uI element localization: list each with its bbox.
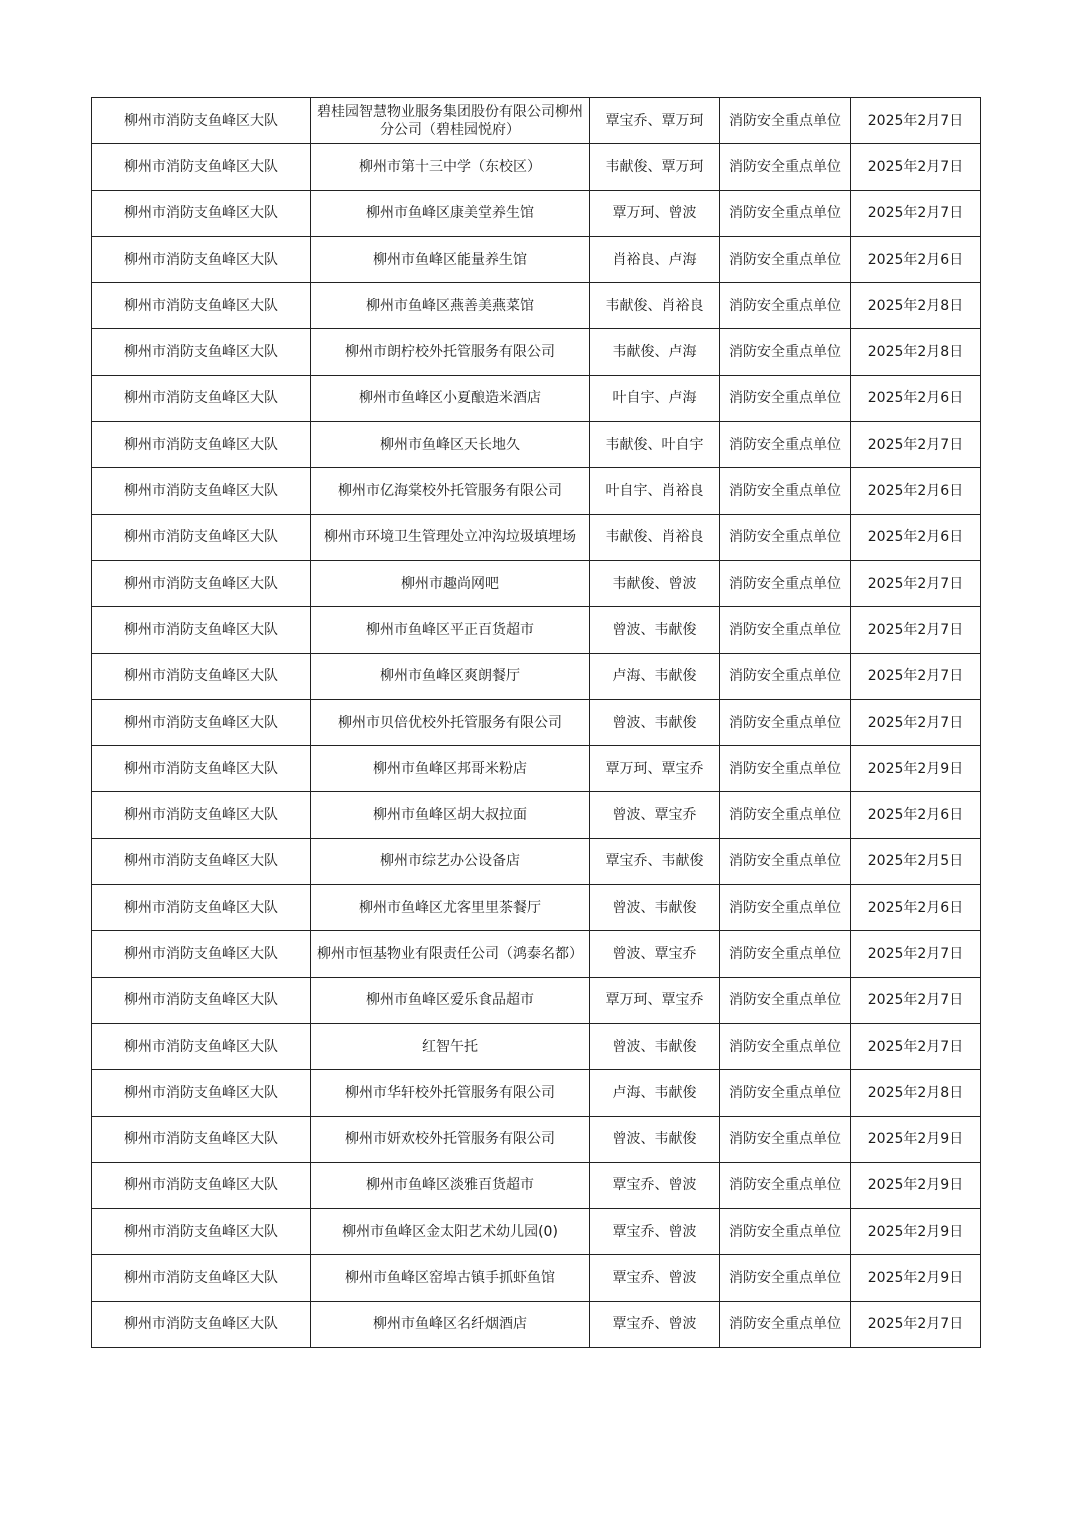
unit-name-cell: 柳州市鱼峰区爱乐食品超市 [311,977,590,1023]
inspectors-cell: 覃宝乔、曾波 [590,1209,720,1255]
unit-type-cell: 消防安全重点单位 [720,1070,851,1116]
inspectors-cell: 曾波、覃宝乔 [590,931,720,977]
table-row [92,422,981,468]
unit-type-cell: 消防安全重点单位 [720,468,851,514]
unit-name-cell: 柳州市朗柠校外托管服务有限公司 [311,329,590,375]
brigade-cell: 柳州市消防支鱼峰区大队 [92,560,311,606]
unit-name-cell: 柳州市趣尚网吧 [311,560,590,606]
table-row [92,560,981,606]
table-row [92,283,981,329]
brigade-cell: 柳州市消防支鱼峰区大队 [92,98,311,144]
brigade-cell: 柳州市消防支鱼峰区大队 [92,607,311,653]
brigade-cell: 柳州市消防支鱼峰区大队 [92,375,311,421]
inspectors-cell: 覃宝乔、韦献俊 [590,838,720,884]
unit-name-cell: 红智午托 [311,1023,590,1069]
unit-name-cell: 柳州市鱼峰区窑埠古镇手抓虾鱼馆 [311,1255,590,1301]
inspectors-cell: 叶自宇、肖裕良 [590,468,720,514]
inspection-date-cell: 2025年2月9日 [851,1209,981,1255]
table-row [92,977,981,1023]
unit-type-cell: 消防安全重点单位 [720,1162,851,1208]
table-row [92,885,981,931]
brigade-cell: 柳州市消防支鱼峰区大队 [92,468,311,514]
table-row [92,98,981,144]
unit-type-cell: 消防安全重点单位 [720,144,851,190]
inspection-date-cell: 2025年2月6日 [851,885,981,931]
inspectors-cell: 肖裕良、卢海 [590,236,720,282]
table-row [92,838,981,884]
inspection-date-cell: 2025年2月8日 [851,1070,981,1116]
unit-type-cell: 消防安全重点单位 [720,977,851,1023]
unit-name-cell: 柳州市鱼峰区胡大叔拉面 [311,792,590,838]
unit-name-cell: 柳州市鱼峰区名纤烟酒店 [311,1301,590,1347]
table-row [92,514,981,560]
inspection-date-cell: 2025年2月7日 [851,977,981,1023]
brigade-cell: 柳州市消防支鱼峰区大队 [92,1023,311,1069]
unit-type-cell: 消防安全重点单位 [720,885,851,931]
unit-name-cell: 柳州市鱼峰区淡雅百货超市 [311,1162,590,1208]
inspectors-cell: 卢海、韦献俊 [590,653,720,699]
unit-type-cell: 消防安全重点单位 [720,653,851,699]
inspectors-cell: 卢海、韦献俊 [590,1070,720,1116]
brigade-cell: 柳州市消防支鱼峰区大队 [92,885,311,931]
inspectors-cell: 覃宝乔、曾波 [590,1255,720,1301]
unit-type-cell: 消防安全重点单位 [720,375,851,421]
unit-name-cell: 柳州市鱼峰区尤客里里茶餐厅 [311,885,590,931]
table-row [92,1116,981,1162]
table-row [92,375,981,421]
inspection-date-cell: 2025年2月8日 [851,283,981,329]
inspectors-cell: 曾波、韦献俊 [590,1116,720,1162]
inspectors-cell: 覃宝乔、覃万珂 [590,98,720,144]
inspectors-cell: 曾波、韦献俊 [590,1023,720,1069]
inspectors-cell: 曾波、韦献俊 [590,885,720,931]
table-row [92,746,981,792]
table-row [92,653,981,699]
inspectors-cell: 覃万珂、曾波 [590,190,720,236]
unit-name-cell: 碧桂园智慧物业服务集团股份有限公司柳州分公司（碧桂园悦府） [311,98,590,144]
unit-name-cell: 柳州市亿海棠校外托管服务有限公司 [311,468,590,514]
inspectors-cell: 韦献俊、叶自宇 [590,422,720,468]
brigade-cell: 柳州市消防支鱼峰区大队 [92,144,311,190]
brigade-cell: 柳州市消防支鱼峰区大队 [92,1116,311,1162]
unit-name-cell: 柳州市鱼峰区金太阳艺术幼儿园(0) [311,1209,590,1255]
unit-name-cell: 柳州市鱼峰区能量养生馆 [311,236,590,282]
brigade-cell: 柳州市消防支鱼峰区大队 [92,329,311,375]
inspectors-cell: 曾波、覃宝乔 [590,792,720,838]
inspectors-cell: 覃宝乔、曾波 [590,1162,720,1208]
inspection-date-cell: 2025年2月8日 [851,329,981,375]
unit-type-cell: 消防安全重点单位 [720,699,851,745]
inspectors-cell: 韦献俊、卢海 [590,329,720,375]
unit-type-cell: 消防安全重点单位 [720,1023,851,1069]
brigade-cell: 柳州市消防支鱼峰区大队 [92,653,311,699]
table-row [92,1209,981,1255]
brigade-cell: 柳州市消防支鱼峰区大队 [92,1255,311,1301]
brigade-cell: 柳州市消防支鱼峰区大队 [92,931,311,977]
inspection-date-cell: 2025年2月7日 [851,422,981,468]
brigade-cell: 柳州市消防支鱼峰区大队 [92,1209,311,1255]
unit-type-cell: 消防安全重点单位 [720,746,851,792]
brigade-cell: 柳州市消防支鱼峰区大队 [92,1301,311,1347]
brigade-cell: 柳州市消防支鱼峰区大队 [92,792,311,838]
inspection-date-cell: 2025年2月6日 [851,236,981,282]
inspection-date-cell: 2025年2月6日 [851,375,981,421]
unit-name-cell: 柳州市恒基物业有限责任公司（鸿泰名都） [311,931,590,977]
unit-name-cell: 柳州市贝倍优校外托管服务有限公司 [311,699,590,745]
brigade-cell: 柳州市消防支鱼峰区大队 [92,699,311,745]
table-row [92,699,981,745]
table-row [92,1023,981,1069]
unit-type-cell: 消防安全重点单位 [720,514,851,560]
inspection-date-cell: 2025年2月7日 [851,144,981,190]
brigade-cell: 柳州市消防支鱼峰区大队 [92,236,311,282]
inspection-date-cell: 2025年2月7日 [851,653,981,699]
inspectors-cell: 曾波、韦献俊 [590,607,720,653]
table-row [92,792,981,838]
brigade-cell: 柳州市消防支鱼峰区大队 [92,422,311,468]
unit-name-cell: 柳州市鱼峰区爽朗餐厅 [311,653,590,699]
inspectors-cell: 韦献俊、肖裕良 [590,514,720,560]
unit-type-cell: 消防安全重点单位 [720,236,851,282]
inspection-date-cell: 2025年2月7日 [851,98,981,144]
unit-type-cell: 消防安全重点单位 [720,607,851,653]
table-row [92,1255,981,1301]
inspection-date-cell: 2025年2月6日 [851,792,981,838]
unit-type-cell: 消防安全重点单位 [720,792,851,838]
table-row [92,1070,981,1116]
table-row [92,236,981,282]
unit-name-cell: 柳州市妍欢校外托管服务有限公司 [311,1116,590,1162]
table-row [92,468,981,514]
table-row [92,1162,981,1208]
brigade-cell: 柳州市消防支鱼峰区大队 [92,838,311,884]
inspection-date-cell: 2025年2月6日 [851,468,981,514]
brigade-cell: 柳州市消防支鱼峰区大队 [92,746,311,792]
table-row [92,1301,981,1347]
inspection-table [91,97,981,1348]
table-row [92,607,981,653]
inspection-date-cell: 2025年2月7日 [851,931,981,977]
unit-type-cell: 消防安全重点单位 [720,1116,851,1162]
unit-type-cell: 消防安全重点单位 [720,190,851,236]
inspection-date-cell: 2025年2月7日 [851,560,981,606]
inspection-date-cell: 2025年2月7日 [851,190,981,236]
table-row [92,931,981,977]
inspection-date-cell: 2025年2月7日 [851,1023,981,1069]
inspectors-cell: 覃宝乔、曾波 [590,1301,720,1347]
unit-name-cell: 柳州市鱼峰区平正百货超市 [311,607,590,653]
unit-type-cell: 消防安全重点单位 [720,1255,851,1301]
unit-name-cell: 柳州市鱼峰区邦哥米粉店 [311,746,590,792]
unit-type-cell: 消防安全重点单位 [720,1301,851,1347]
unit-type-cell: 消防安全重点单位 [720,1209,851,1255]
inspection-date-cell: 2025年2月9日 [851,746,981,792]
inspectors-cell: 曾波、韦献俊 [590,699,720,745]
unit-name-cell: 柳州市综艺办公设备店 [311,838,590,884]
unit-name-cell: 柳州市第十三中学（东校区） [311,144,590,190]
unit-type-cell: 消防安全重点单位 [720,329,851,375]
inspection-date-cell: 2025年2月9日 [851,1162,981,1208]
inspectors-cell: 覃万珂、覃宝乔 [590,746,720,792]
unit-type-cell: 消防安全重点单位 [720,98,851,144]
brigade-cell: 柳州市消防支鱼峰区大队 [92,977,311,1023]
table-row [92,329,981,375]
inspection-date-cell: 2025年2月6日 [851,514,981,560]
table-row [92,144,981,190]
inspectors-cell: 叶自宇、卢海 [590,375,720,421]
inspectors-cell: 韦献俊、肖裕良 [590,283,720,329]
unit-type-cell: 消防安全重点单位 [720,560,851,606]
unit-name-cell: 柳州市鱼峰区燕善美燕菜馆 [311,283,590,329]
inspectors-cell: 韦献俊、覃万珂 [590,144,720,190]
unit-type-cell: 消防安全重点单位 [720,283,851,329]
inspectors-cell: 覃万珂、覃宝乔 [590,977,720,1023]
inspection-date-cell: 2025年2月9日 [851,1116,981,1162]
inspection-date-cell: 2025年2月9日 [851,1255,981,1301]
table-row [92,190,981,236]
unit-type-cell: 消防安全重点单位 [720,422,851,468]
brigade-cell: 柳州市消防支鱼峰区大队 [92,283,311,329]
table-body [92,98,981,1348]
inspection-date-cell: 2025年2月5日 [851,838,981,884]
unit-name-cell: 柳州市鱼峰区康美堂养生馆 [311,190,590,236]
brigade-cell: 柳州市消防支鱼峰区大队 [92,1162,311,1208]
unit-name-cell: 柳州市华轩校外托管服务有限公司 [311,1070,590,1116]
unit-type-cell: 消防安全重点单位 [720,931,851,977]
brigade-cell: 柳州市消防支鱼峰区大队 [92,514,311,560]
unit-type-cell: 消防安全重点单位 [720,838,851,884]
inspectors-cell: 韦献俊、曾波 [590,560,720,606]
inspection-date-cell: 2025年2月7日 [851,1301,981,1347]
brigade-cell: 柳州市消防支鱼峰区大队 [92,1070,311,1116]
unit-name-cell: 柳州市环境卫生管理处立冲沟垃圾填埋场 [311,514,590,560]
brigade-cell: 柳州市消防支鱼峰区大队 [92,190,311,236]
inspection-date-cell: 2025年2月7日 [851,607,981,653]
unit-name-cell: 柳州市鱼峰区小夏酿造米酒店 [311,375,590,421]
unit-name-cell: 柳州市鱼峰区天长地久 [311,422,590,468]
inspection-date-cell: 2025年2月7日 [851,699,981,745]
